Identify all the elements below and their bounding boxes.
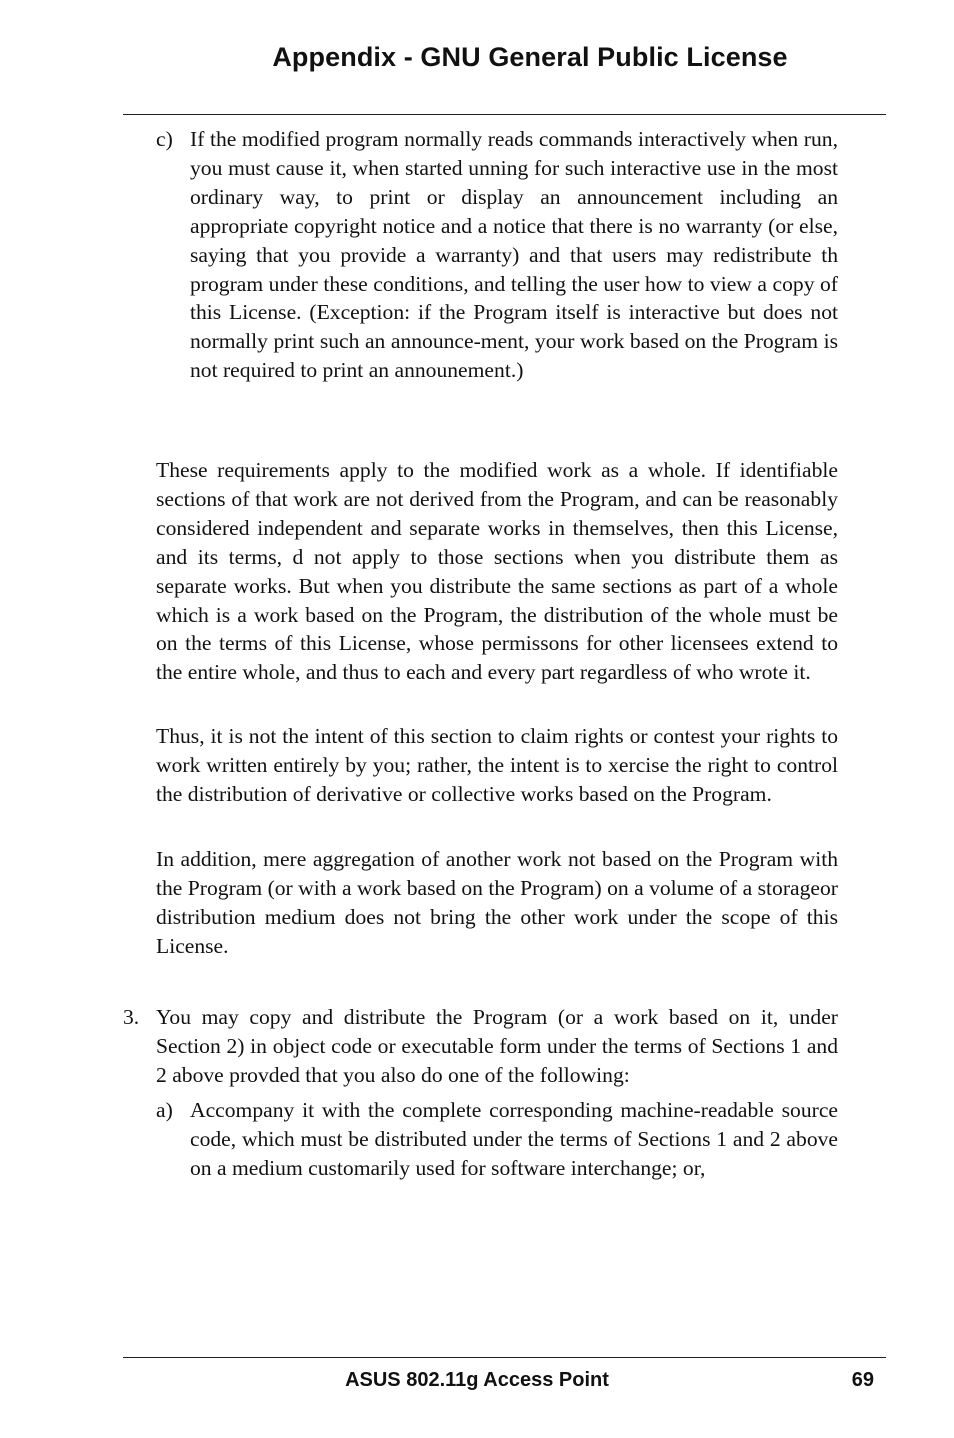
item-c-text: If the modified program normally reads commands interactively when run, you must cause it, when started unning for such interactive use in the most ordinary way, to print or display an announcement including an appropriate copyright notice and a notice that there is no warranty (or else, saying that you provide a warranty) and that users may redistribute th program under these conditions, and telling the user how to view a copy of this License. (Exception: if the Program itself is interactive but does not normally print such an announce-ment, your work based on the Program is not required to print an announement.) [190,127,838,383]
section-3-marker: 3. [123,1005,140,1029]
section-3-text: You may copy and distribute the Program (or a work based on it, under Section 2) in object code or executable form under the terms of Sections 1 and 2 above provded that you also do one of the following: [156,1005,838,1087]
footer-title: ASUS 802.11g Access Point [345,1369,609,1391]
item-c-marker: c) [156,127,173,151]
item-a-text: Accompany it with the complete corresponding machine-readable source code, which must be distributed under the terms of Sections 1 and 2 above on a medium customarily used for software interchange; or, [190,1098,838,1180]
paragraph-requirements: These requirements apply to the modified work as a whole. If identifiable sections of that work are not derived from the Program, and can be reasonably considered independent and separate works in themselves, then this License, and its terms, d not apply to those sections when you distribute them as separate works. But when you distribute the same sections as part of a whole which is a work based on the Program, the distribution of the whole must be on the terms of this License, whose permissons for other licensees extend to the entire whole, and thus to each and every part regardless of who wrote it. [156,458,838,685]
page-header-title: Appendix - GNU General Public License [272,42,788,72]
paragraph-aggregation: In addition, mere aggregation of another work not based on the Program with the Program (or with a work based on the Program) on a volume of a storageor distribution medium does not bring the other work under the scope of this License. [156,847,838,958]
page-number: 69 [851,1369,874,1391]
header-rule [123,114,886,115]
paragraph-intent: Thus, it is not the intent of this section to claim rights or contest your rights to work written entirely by you; rather, the intent is to xercise the right to control the distribution of derivative or collective works based on the Program. [156,724,838,806]
item-a-marker: a) [156,1098,173,1122]
footer-rule [123,1357,886,1358]
